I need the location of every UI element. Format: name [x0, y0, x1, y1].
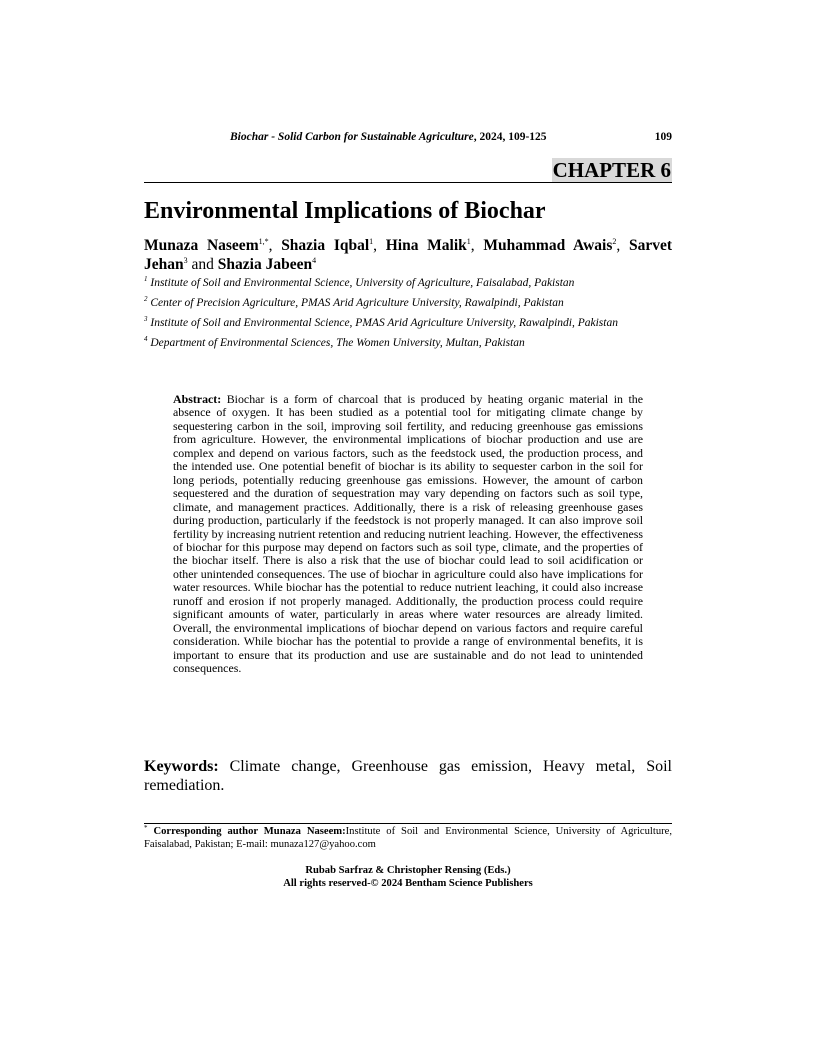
author-separator: ,	[268, 237, 282, 254]
affiliation	[144, 296, 672, 310]
affiliation-text: Center of Precision Agriculture, PMAS Arid Agriculture University, Rawalpindi, Pakistan	[150, 297, 564, 309]
rights-line: All rights reserved-© 2024 Bentham Science Publishers	[283, 877, 533, 889]
author-affiliation-marker: 1	[466, 237, 471, 246]
affiliation-list	[144, 276, 672, 356]
keywords-label: Keywords:	[144, 758, 219, 775]
affiliation	[144, 276, 672, 290]
editors-line: Rubab Sarfraz & Christopher Rensing (Eds.)	[305, 865, 511, 876]
author-affiliation-marker: 3	[183, 256, 188, 265]
abstract-label: Abstract:	[173, 392, 222, 406]
book-title: Biochar - Solid Carbon for Sustainable Agriculture	[230, 131, 474, 143]
author-name: Shazia Iqbal	[281, 237, 370, 254]
affiliation	[144, 336, 672, 350]
footnote-text: Institute of Soil and Environmental Science, University of Agriculture, Faisalabad, Pakistan; E-mail: munaza127@yahoo.com	[144, 826, 672, 850]
keywords-text: Climate change, Greenhouse gas emission, Heavy metal, Soil remediation.	[144, 758, 673, 794]
publisher-info	[144, 865, 672, 890]
chapter-rule	[144, 182, 672, 183]
affiliation	[144, 316, 672, 330]
author-name: Shazia Jabeen	[217, 256, 313, 273]
author-list	[144, 236, 672, 274]
abstract-text: Biochar is a form of charcoal that is produced by heating organic material in the absence of oxygen. It has been studied as a potential tool for mitigating climate change by sequestering carbon in the soil, improving soil fertility, and reducing greenhouse gas emissions from agriculture. However, the environmental implications of biochar production and use are complex and depend on various factors, such as the feedstock used, the production process, and the intended use. One potential benefit of biochar is its ability to sequester carbon in the soil for long periods, potentially reducing greenhouse gas emissions. However, the amount of carbon sequestered and the duration of sequestration may vary depending on factors such as soil type, climate, and management practices. Additionally, there is a risk of releasing greenhouse gases during production, particularly if the feedstock is not properly managed. It can also improve soil fertility by increasing nutrient retention and reducing nutrient leaching. However, the effectiveness of biochar for this purpose may depend on factors such as soil type, climate, and the properties of the biochar itself. There is also a risk that the use of biochar could lead to soil acidification or other unintended consequences. The use of biochar in agriculture could also have implications for water resources. While biochar has the potential to reduce nutrient leaching, it could also increase runoff and erosion if not properly managed. Additionally, the production process could require significant amounts of water, particularly in areas where water resources are already limited. Overall, the environmental implications of biochar depend on various factors and require careful consideration. While biochar has the potential to provide a range of environmental benefits, it is important to ensure that its production and use are sustainable and do not lead to unintended consequences.	[173, 392, 643, 676]
book-year-pages: , 2024, 109-125	[473, 131, 547, 143]
author-separator: and	[187, 256, 218, 273]
author-name: Muhammad Awais	[483, 237, 613, 254]
keywords	[144, 757, 672, 795]
footnote-label: Corresponding author Munaza Naseem:	[153, 826, 346, 837]
running-header	[144, 131, 672, 147]
author-name: Hina Malik	[385, 237, 467, 254]
author-affiliation-marker: 1,*	[258, 237, 269, 246]
author-separator: ,	[470, 237, 484, 254]
page-number: 109	[654, 131, 672, 143]
corresponding-author-footnote	[144, 826, 672, 851]
affiliation-number: 3	[144, 315, 148, 323]
affiliation-text: Institute of Soil and Environmental Science, University of Agriculture, Faisalabad, Pakistan	[150, 277, 575, 289]
author-affiliation-marker: 2	[612, 237, 617, 246]
author-name: Sarvet Jehan	[144, 237, 672, 273]
affiliation-text: Department of Environmental Sciences, The Women University, Multan, Pakistan	[150, 337, 525, 349]
author-name: Munaza Naseem	[144, 237, 259, 254]
author-affiliation-marker: 4	[312, 256, 317, 265]
affiliation-text: Institute of Soil and Environmental Science, PMAS Arid Agriculture University, Rawalpindi, Pakistan	[150, 317, 618, 329]
article-title: Environmental Implications of Biochar	[144, 198, 546, 224]
running-header-title	[230, 131, 547, 143]
affiliation-number: 1	[144, 275, 148, 283]
footnote-rule	[144, 823, 672, 824]
chapter-label: CHAPTER 6	[552, 158, 671, 182]
affiliation-number: 4	[144, 335, 148, 343]
abstract	[173, 393, 643, 676]
chapter-heading	[144, 158, 672, 184]
footnote-marker: *	[144, 824, 148, 832]
author-affiliation-marker: 1	[369, 237, 374, 246]
affiliation-number: 2	[144, 295, 148, 303]
author-separator: ,	[616, 237, 629, 254]
author-separator: ,	[373, 237, 386, 254]
